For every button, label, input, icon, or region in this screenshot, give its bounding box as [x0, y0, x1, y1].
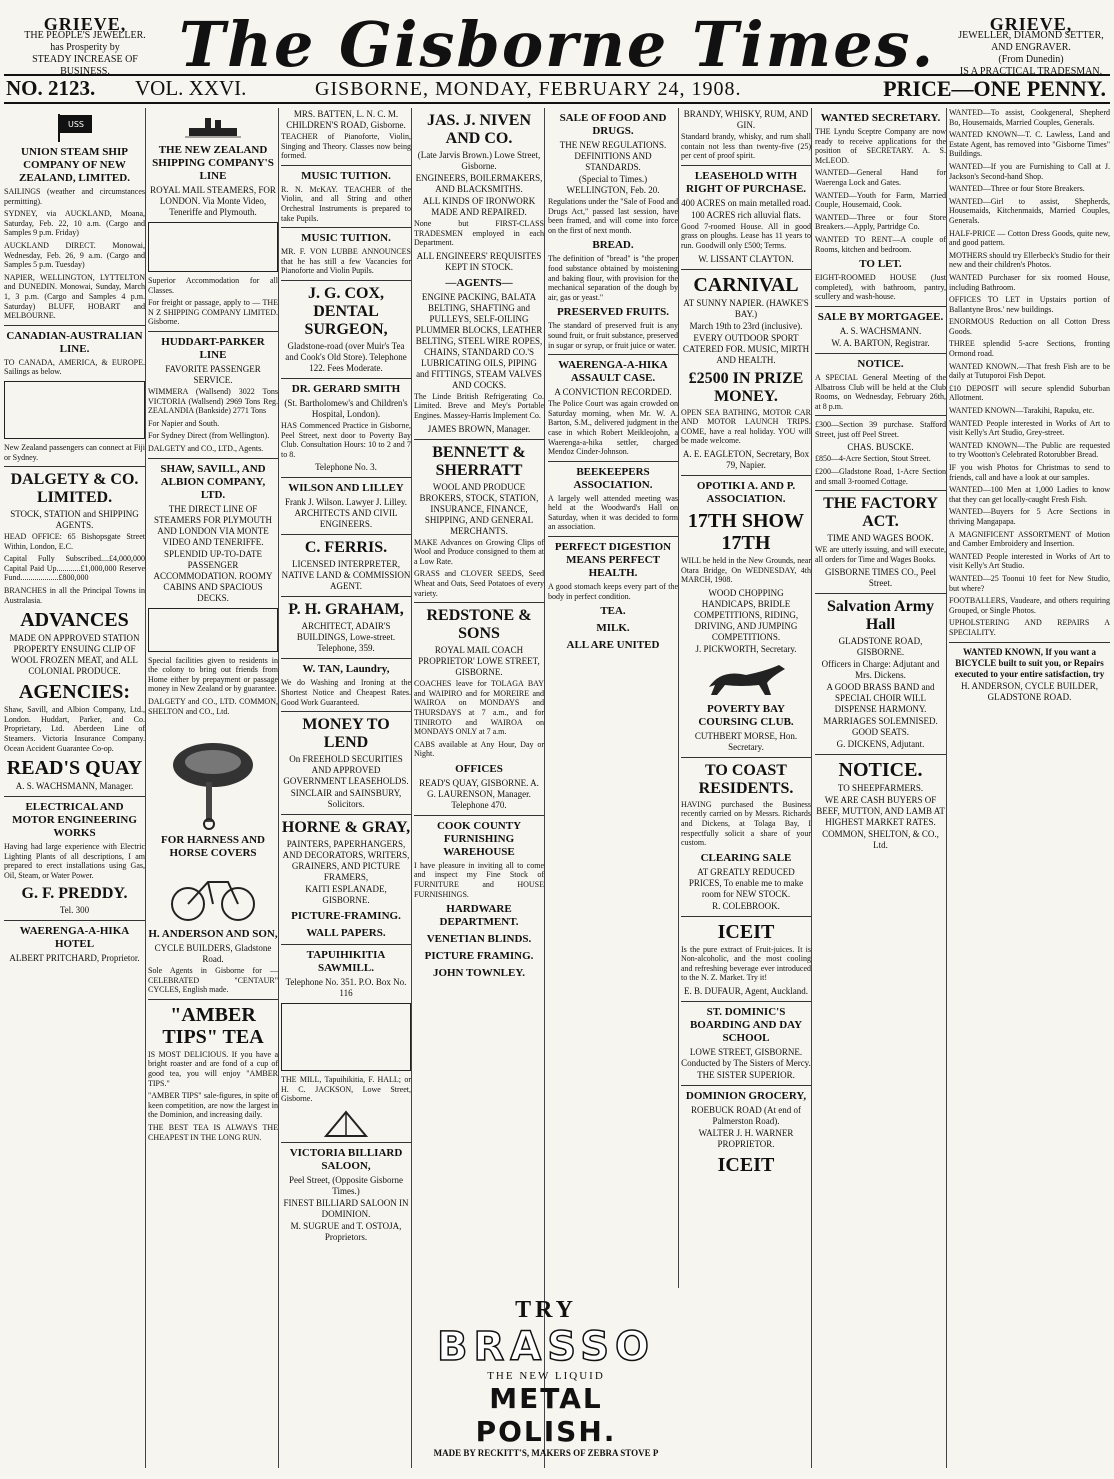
col6-p7: AT SUNNY NAPIER. (HAWKE'S BAY.): [683, 297, 809, 319]
reads-quay-heading: READ'S QUAY: [6, 757, 143, 780]
salvation-army-heading: Salvation Army Hall: [826, 598, 935, 634]
st-dominics-heading: ST. DOMINIC'S BOARDING AND DAY SCHOOL: [689, 1006, 803, 1045]
col3-p17: Telephone No. 351. P.O. Box No. 116: [285, 977, 407, 999]
music-tuition-heading-2: MUSIC TUITION.: [301, 232, 391, 245]
issue-date: GISBORNE, MONDAY, FEBRUARY 24, 1908.: [315, 78, 742, 100]
col8-p25: WANTED KNOWN, If you want a BICYCLE built to suit you, or Repairs executed to your entire satisfaction, try: [954, 646, 1105, 679]
col6-p19: Is the pure extract of Fruit-juices. It is Non-alcoholic, and the most cooling and refreshing beverage ever introduced to the N. Z. Market. Try it!: [681, 944, 811, 983]
col2-p9: THE DIRECT LINE OF STEAMERS FOR PLYMOUTH AND LONDON VIA MONTE VIDEO AND TENERIFFE.: [153, 503, 273, 547]
col4-p15: READ'S QUAY, GISBORNE. A. G. LAURENSON, Manager. Telephone 470.: [419, 777, 539, 810]
column-2: [148, 108, 279, 1468]
col6-p4: 100 ACRES rich alluvial flats.: [691, 209, 801, 220]
col6-p11: A. E. EAGLETON, Secretary, Box 79, Napier.: [682, 448, 810, 470]
col3-p1: MRS. BATTEN, L. N. C. M. CHILDREN'S ROAD, Gisborne.: [286, 109, 406, 130]
col4-p6: ENGINE PACKING, BALATA BELTING, SHAFTING and PULLEYS, SELF-OILING PLUMMER BLOCKS, LEATHER BELTING, STEEL WIRE ROPES, CHAINS, STANDARD CO.'S LUBRICATING OILS, PIPING and FITTINGS, STEAM VALVES AND COCKS.: [415, 291, 543, 390]
dr-smith-heading: DR. GERARD SMITH: [291, 382, 401, 395]
ferris-heading: C. FERRIS.: [304, 539, 388, 557]
column-7: [815, 108, 947, 1468]
col8-p18: WANTED—100 Men at 1,000 Ladies to know that they can get locally-caught Fresh Fish.: [949, 485, 1110, 504]
col1-p5: TO CANADA, AMERICA, & EUROPE. Sailings as below.: [4, 357, 145, 377]
col3-p5: Gladstone-road (over Muir's Tea and Cook's Old Store). Telephone 122. Fees Moderate.: [285, 340, 407, 373]
col6-p23: ROEBUCK ROAD (At end of Palmerston Road).: [691, 1105, 801, 1127]
horne-gray-heading: HORNE & GRAY,: [281, 819, 411, 837]
col2-p2: Superior Accommodation for all Classes.: [148, 276, 278, 295]
col2-p13: CYCLE BUILDERS, Gladstone Road.: [154, 943, 272, 965]
col8-p2: WANTED KNOWN—T. C. Lawless, Land and Estate Agent, has removed into "Gisborne Times" Buildings.: [949, 130, 1110, 159]
brasso-maker: MADE BY RECKITT'S, MAKERS OF ZEBRA STOVE P: [433, 1448, 659, 1458]
graham-heading: P. H. GRAHAM,: [288, 601, 404, 619]
show-heading: 17TH SHOW 17TH: [687, 509, 805, 554]
col5-p2: (Special to Times.) WELLINGTON, Feb. 20.: [566, 174, 660, 195]
sailing-table: [4, 381, 145, 439]
col2-p5: WIMMERA (Wallsend) 3022 Tons VICTORIA (Wallsend) 2969 Tons Reg. ZEALANDIA (Bankside) 2771 Tons: [148, 386, 278, 416]
left-ear-line1: THE PEOPLE'S JEWELLER.: [24, 30, 146, 41]
wall-papers-heading: WALL PAPERS.: [306, 927, 386, 940]
picture-framing-heading-2: PICTURE FRAMING.: [424, 950, 534, 963]
iceit-heading-1: ICEIT: [717, 920, 775, 943]
col7-p10: £300—Section 39 purchase. Stafford Street, just off Peel Street.: [815, 420, 946, 439]
col6-p10: OPEN SEA BATHING, MOTOR CAR AND MOTOR LAUNCH TRIPS. COME, have a real holiday. YOU will be made welcome.: [681, 407, 811, 446]
col2-p15: IS MOST DELICIOUS. If you have a bright roaster and are fond of a cup of good tea, you will enjoy "AMBER TIPS.": [148, 1049, 278, 1088]
col1-p12: Shaw, Savill, and Albion Company, Ltd., London. Huddart, Parker, and Co. Proprietary, Ltd. Aberdeen Line of Steamers. Victoria Insurance Company. Ocean Accident Guarantee Co-op.: [4, 705, 145, 753]
food-drugs-heading: SALE OF FOOD AND DRUGS.: [559, 112, 667, 137]
steamship-icon: [183, 112, 243, 140]
col7-p21: G. DICKENS, Adjutant.: [836, 739, 925, 750]
shaw-savill-table: [148, 608, 278, 652]
bicycle-icon: [168, 864, 258, 924]
volume-number: VOL. XXVI.: [135, 76, 247, 100]
col6-p3: 400 ACRES on main metalled road.: [681, 197, 811, 208]
brasso-tagline: THE NEW LIQUID: [487, 1370, 605, 1382]
col7-p7: A. S. WACHSMANN.: [839, 325, 922, 336]
col7-p13: £200—Gladstone Road, 1-Acre Section and small 3-roomed Cottage.: [815, 467, 946, 486]
col4-p2: ENGINEERS, BOILERMAKERS, AND BLACKSMITHS.: [415, 173, 543, 194]
col2-p6: For Napier and South.: [148, 418, 220, 428]
agencies-heading: AGENCIES:: [18, 681, 131, 704]
col7-p18: Officers in Charge: Adjutant and Mrs. Dickens.: [821, 659, 940, 681]
notice-heading-1: NOTICE.: [857, 357, 904, 370]
col6-p13: WOOD CHOPPING HANDICAPS, BRIDLE COMPETITIONS, RIDING, DRIVING, AND JUMPING COMPETITIONS.: [693, 587, 799, 642]
col7-p11: CHAS. BUSCKE.: [847, 442, 914, 453]
left-ear-name: GRIEVE,: [43, 14, 127, 34]
advances-heading: ADVANCES: [20, 609, 129, 632]
col1-p8: HEAD OFFICE: 65 Bishopsgate Street Within, London, E.C.: [4, 532, 145, 551]
left-ear-line2: has Prosperity by: [50, 42, 120, 53]
victoria-billiard-heading: VICTORIA BILLIARD SALOON,: [289, 1146, 403, 1172]
col2-p1: ROYAL MAIL STEAMERS, FOR LONDON. Via Monte Video, Teneriffe and Plymouth.: [150, 185, 276, 217]
col4-p3: ALL KINDS OF IRONWORK MADE AND REPAIRED.: [422, 196, 536, 217]
col4-p14: CABS available at Any Hour, Day or Night.: [414, 739, 544, 759]
column-8: [949, 108, 1110, 1468]
col4-p11: GRASS and CLOVER SEEDS, Seed Wheat and Oats, Seed Potatoes of every variety.: [414, 569, 544, 598]
col2-p10: SPLENDID UP-TO-DATE PASSENGER ACCOMMODATION. ROOMY CABINS AND SPACIOUS DECKS.: [153, 548, 273, 603]
right-ear-line4: IS A PRACTICAL TRADESMAN.: [959, 66, 1103, 77]
electrical-heading: ELECTRICAL AND MOTOR ENGINEERING WORKS: [12, 801, 137, 840]
masthead-rule-bottom: [4, 102, 1110, 104]
to-let-heading: TO LET.: [859, 258, 902, 271]
col6-p20: E. B. DUFAUR, Agent, Auckland.: [683, 986, 809, 997]
col7-p4: WANTED—Three or four Store Breakers.—Apply, Partridge Co.: [815, 212, 946, 232]
col3-p8: Telephone No. 3.: [315, 462, 377, 473]
wanted-secretary-heading: WANTED SECRETARY.: [820, 112, 941, 124]
issue-price: PRICE—ONE PENNY.: [883, 76, 1106, 101]
col2-p16: "AMBER TIPS" sale-figures, in spite of keen competition, are now the largest in the Dominion, and increasing daily.: [148, 1091, 278, 1120]
col7-p5: WANTED TO RENT—A couple of Rooms, kitchen and bedroom.: [815, 234, 946, 254]
col5-p4: The definition of "bread" is "the proper food substance obtained by moistening and baking flour, with provision for the mechanical separation of the dough by air, gas or yeast.": [548, 254, 678, 302]
union-steam-heading: UNION STEAM SHIP COMPANY OF NEW ZEALAND, LIMITED.: [19, 146, 130, 184]
col8-p14: WANTED KNOWN—Tarakihi, Rapuku, etc.: [949, 406, 1095, 416]
column-5: [548, 108, 679, 1288]
col8-p9: OFFICES TO LET in Upstairs portion of Ballantyne Bros.' new buildings.: [949, 295, 1110, 314]
col6-p5: Good 7-roomed House. All in good grass on ploughs. Lease has 11 years to run. Goodwill only £500; Terms.: [681, 221, 811, 250]
col8-p6: HALF-PRICE — Cotton Dress Goods, quite new, and good pattern.: [949, 228, 1110, 248]
col6-p8: March 19th to 23rd (inclusive).: [689, 320, 803, 331]
brasso-try: TRY: [515, 1297, 577, 1323]
col2-p14: Sole Agents in Gisborne for — CELEBRATED "CENTAUR" CYCLES, English made.: [148, 966, 278, 995]
nz-shipping-table: [148, 222, 278, 272]
col3-p4: MR. F. VON LUBBE ANNOUNCES that he has still a few Vacancies for Pianoforte and Violin Pupils.: [281, 247, 411, 276]
harness-heading: FOR HARNESS AND HORSE COVERS: [161, 834, 265, 860]
col8-p10: ENORMOUS Reduction on all Cotton Dress Goods.: [949, 317, 1110, 336]
col8-p15: WANTED People interested in Works of Art to visit Kelly's Art Studio, Grey-street.: [949, 418, 1110, 438]
col8-p4: WANTED—Three or four Store Breakers.: [949, 184, 1085, 194]
col7-p1: THE Lyndu Sceptre Company are now ready to receive applications for the position of SECRETARY. A. S. McLEOD.: [815, 127, 946, 165]
townley-heading: JOHN TOWNLEY.: [432, 967, 526, 980]
col1-p13: A. S. WACHSMANN, Manager.: [15, 781, 134, 792]
col6-p6: W. LISSANT CLAYTON.: [698, 253, 794, 264]
col7-p24: COMMON, SHELTON, & CO., Ltd.: [822, 829, 939, 851]
niven-heading: JAS. J. NIVEN AND CO.: [426, 112, 531, 147]
col8-p26: H. ANDERSON, CYCLE BUILDER, GLADSTONE ROAD.: [960, 680, 1098, 702]
col4-p16: I have pleasure in inviting all to come and inspect my Fine Stock of FURNITURE and HOUSE FURNISHINGS.: [414, 860, 544, 899]
col2-p7: For Sydney Direct (from Wellington).: [148, 431, 270, 441]
col1-p1: SAILINGS (weather and circumstances permitting).: [4, 187, 145, 206]
col3-p6: (St. Bartholomew's and Children's Hospital, London).: [284, 397, 408, 419]
beekeepers-heading: BEEKEEPERS ASSOCIATION.: [573, 465, 653, 491]
wilson-lilley-heading: WILSON AND LILLEY: [288, 482, 404, 495]
shaw-savill-heading: SHAW, SAVILL, AND ALBION COMPANY, LTD.: [160, 462, 266, 501]
col3-p16: KAITI ESPLANADE, GISBORNE.: [305, 884, 387, 906]
col4-p1: (Late Jarvis Brown.) Lowe Street, Gisborne.: [417, 150, 541, 171]
col6-p17: AT GREATLY REDUCED PRICES, To enable me to make room for NEW STOCK.: [688, 866, 804, 899]
col8-p13: £10 DEPOSIT will secure splendid Suburban Allotment.: [949, 383, 1110, 403]
col6-p21: LOWE STREET, GISBORNE. Conducted by The Sisters of Mercy.: [681, 1047, 811, 1069]
leasehold-heading: LEASEHOLD WITH RIGHT OF PURCHASE.: [685, 169, 807, 195]
col5-p5: The standard of preserved fruit is any sound fruit, or fruit substance, preserved in sugar or syrup, or fruit juice or water.: [548, 321, 678, 350]
assault-case-heading: WAERENGA-A-HIKA ASSAULT CASE.: [558, 359, 668, 385]
column-1: [4, 108, 146, 1468]
coursing-club-heading: POVERTY BAY COURSING CLUB.: [698, 702, 794, 728]
col7-p16: GISBORNE TIMES CO., Peel Street.: [824, 567, 937, 589]
right-ear-name: GRIEVE,: [989, 14, 1073, 34]
col1-p11: MADE ON APPROVED STATION PROPERTY ENSUING CLIP OF WOOL FROZEN MEAT, and ALL COLONIAL PRODUCE.: [9, 633, 140, 677]
col2-p12: DALGETY and CO., LTD. COMMON, SHELTON and CO., Ltd.: [148, 696, 278, 716]
col2-p17: THE BEST TEA IS ALWAYS THE CHEAPEST IN THE LONG RUN.: [148, 1123, 278, 1142]
col7-p14: TIME AND WAGES BOOK.: [827, 533, 934, 544]
dominion-grocery-heading: DOMINION GROCERY,: [685, 1090, 807, 1103]
col3-p7: HAS Commenced Practice in Gisborne, Peel Street, next door to Poverty Bay Club. Consultation Hours: 10 to 2 and 7 to 8.: [281, 420, 411, 459]
iceit-heading-2: ICEIT: [717, 1154, 775, 1177]
col3-p20: FINEST BILLIARD SALOON IN DOMINION.: [283, 1197, 409, 1219]
col6-p2: Standard brandy, whisky, and rum shall contain not less than twenty-five (25) per cent of proof spirit.: [681, 132, 811, 161]
notice-heading-2: NOTICE.: [838, 759, 923, 782]
col2-p8: DALGETY and CO., LTD., Agents.: [148, 443, 264, 453]
col5-p8: A good stomach keeps every part of the body in perfect condition.: [548, 582, 678, 601]
col1-p15: Tel. 300: [59, 904, 90, 915]
col1-p16: ALBERT PRITCHARD, Proprietor.: [9, 952, 140, 963]
col3-p2: TEACHER of Pianoforte, Violin, Singing and Theory. Classes now being formed.: [281, 132, 411, 161]
preserved-fruits-heading: PRESERVED FRUITS.: [556, 306, 670, 319]
offices-heading: OFFICES: [455, 762, 503, 775]
brade-mark-icon: [316, 1108, 376, 1138]
clearing-sale-heading: CLEARING SALE: [700, 851, 792, 864]
prize-money-heading: £2500 IN PRIZE MONEY.: [688, 369, 804, 405]
col6-p15: CUTHBERT MORSE, Hon. Secretary.: [694, 730, 798, 752]
dalgety-heading: DALGETY & CO. LIMITED.: [10, 471, 139, 507]
coast-residents-heading: TO COAST RESIDENTS.: [698, 761, 794, 797]
preddy-heading: G. F. PREDDY.: [21, 884, 128, 902]
col8-p24: UPHOLSTERING AND REPAIRS A SPECIALITY.: [949, 618, 1110, 637]
col2-p4: FAVORITE PASSENGER SERVICE.: [165, 363, 261, 385]
dateline: [0, 74, 1114, 102]
col7-p6: EIGHT-ROOMED HOUSE (Just completed), with bathroom, pantry, scullery and wash-house.: [815, 273, 946, 302]
hardware-heading: HARDWARE DEPARTMENT.: [439, 903, 519, 929]
col8-p21: WANTED People interested in Works of Art to visit Kelly's Art Studio.: [949, 551, 1110, 571]
col2-p3: For freight or passage, apply to — THE N Z SHIPPING COMPANY LIMITED. Gisborne.: [148, 298, 278, 327]
col8-p16: WANTED KNOWN—The Public are requested to try Wootton's Celebrated Rotorubber Bread.: [949, 440, 1110, 460]
col4-p13: COACHES leave for TOLAGA BAY and WAIPIRO and for MOREIRE and WAIROA on MONDAYS and THURSDAYS at 7 a.m., and for TINIROTO and WAIROA on MONDAYS ONLY at 7 a.m.: [414, 679, 544, 737]
col7-p12: £850—4-Acre Section, Stout Street.: [815, 454, 931, 464]
factory-act-heading: THE FACTORY ACT.: [823, 495, 938, 531]
col6-p24: WALTER J. H. WARNER PROPRIETOR.: [698, 1128, 794, 1150]
sawmill-price-list: [281, 1003, 411, 1071]
col8-p1: WANTED—To assist, Cookgeneral, Shepherd Bo, Housemaids, Married Couples, Generals.: [949, 108, 1110, 127]
col7-p3: WANTED—Youth for Farm, Married Couple, Housemaid, Cook.: [815, 190, 946, 210]
brasso-ad: [414, 1297, 678, 1458]
col7-p19: A GOOD BRASS BAND and SPECIAL CHOIR WILL DISPENSE HARMONY.: [826, 682, 935, 715]
col4-p7: The Linde British Refrigerating Co. Limited. Breve and Mey's Portable Engines. Massey-Harris Implement Co.: [414, 391, 544, 420]
col5-p1: THE NEW REGULATIONS. DEFINITIONS AND STANDARDS.: [559, 140, 667, 172]
col8-p20: A MAGNIFICENT ASSORTMENT of Motion and Camber Embroidery and Insertion.: [949, 529, 1110, 549]
col3-p18: THE MILL, Tapuihikitia, F. HALL; or H. C. JACKSON, Lowe Street, Gisborne.: [281, 1075, 411, 1104]
col3-p3: R. N. McKAY. TEACHER of the Violin, and all String and other Orchestral Instruments is prepared to take Pupils.: [281, 184, 411, 223]
anderson-cycles-heading: H. ANDERSON AND SON,: [148, 928, 278, 941]
col1-p4: NAPIER, WELLINGTON, LYTTELTON and DUNEDIN. Monowai, Sunday, March 1, 3 p.m. (Cargo and Samples 4 p.m. Saturday) BLUFF, HOBART and MELBOURNE.: [4, 272, 145, 321]
col3-p10: LICENSED INTERPRETER, NATIVE LAND & COMMISSION AGENT.: [281, 559, 411, 592]
col8-p11: THREE splendid 5-acre Sections, fronting Ormond road.: [949, 339, 1110, 359]
venetian-blinds-heading: VENETIAN BLINDS.: [426, 933, 532, 946]
col6-p22: THE SISTER SUPERIOR.: [697, 1070, 795, 1081]
col7-p8: W. A. BARTON, Registrar.: [831, 337, 930, 348]
right-ear-line1: JEWELLER, DIAMOND SETTER,: [958, 30, 1104, 41]
column-3: [281, 108, 412, 1468]
col5-p7: A largely well attended meeting was held at the Woodward's Hall on Saturday, when it was decided to form an association.: [548, 493, 678, 532]
col7-p20: MARRIAGES SOLEMNISED. GOOD SEATS.: [823, 716, 938, 738]
all-united-heading: ALL ARE UNITED: [566, 639, 660, 652]
huddart-parker-heading: HUDDART-PARKER LINE: [161, 335, 265, 361]
col7-p23: WE ARE CASH BUYERS OF BEEF, MUTTON, AND LAMB AT HIGHEST MARKET RATES.: [816, 795, 945, 828]
canadian-australian-heading: CANADIAN-AUSTRALIAN LINE.: [6, 329, 143, 355]
col1-p2: SYDNEY, via AUCKLAND, Moana, Saturday, Feb. 22, 10 a.m. (Cargo and Samples 9 p.m. Friday): [4, 209, 145, 238]
col3-p12: We do Washing and Ironing at the Shortest Notice and Cheapest Rates. Good Work Guaranteed.: [281, 678, 411, 707]
col6-p14: J. PICKWORTH, Secretary.: [695, 643, 797, 654]
col8-p19: WANTED—Buyers for 5 Acre Sections in thriving Mangapapa.: [949, 507, 1110, 526]
conviction-subheading: A CONVICTION RECORDED.: [554, 387, 672, 398]
col1-p3: AUCKLAND DIRECT. Monowai, Wednesday, Feb. 26, 9 a.m. (Cargo and Samples 5 p.m. Tuesday): [4, 240, 145, 270]
col4-p10: MAKE Advances on Growing Clips of Wool and Produce consigned to them at a Low Rate.: [414, 537, 544, 566]
col8-p22: WANTED—25 Toonui 10 feet for New Studio, but where?: [949, 573, 1110, 593]
col7-p9: A SPECIAL General Meeting of the Albatross Club will be held at the Club Rooms, on Wednesday, February 26th, at 8 p.m.: [815, 372, 946, 411]
greyhound-icon: [701, 659, 791, 699]
col5-p3: Regulations under the "Sale of Food and Drugs Act," passed last session, have been framed, and will come into force on the first of next month.: [548, 197, 678, 235]
sawmill-heading: TAPUIHIKITIA SAWMILL.: [306, 949, 386, 975]
digestion-heading: PERFECT DIGESTION MEANS PERFECT HEALTH.: [554, 541, 672, 580]
col6-p18: R. COLEBROOK.: [712, 900, 780, 911]
music-tuition-heading-1: MUSIC TUITION.: [301, 169, 391, 182]
col4-p4: None but FIRST-CLASS TRADESMEN employed in each Department.: [414, 219, 544, 248]
nz-shipping-heading: THE NEW ZEALAND SHIPPING COMPANY'S LINE: [152, 144, 274, 182]
bennett-sherratt-heading: BENNETT & SHERRATT: [432, 443, 526, 479]
col1-p7: STOCK, STATION and SHIPPING AGENTS.: [10, 509, 139, 531]
svg-text:USS: USS: [67, 120, 84, 129]
col1-p6: New Zealand passengers can connect at Fiji or Sydney.: [4, 442, 145, 462]
col8-p7: MOTHERS should try Ellerbeck's Studio for their new and their children's Photos.: [949, 250, 1110, 270]
col3-p15: PAINTERS, PAPERHANGERS, AND DECORATORS, WRITERS, GRAINERS, AND PICTURE FRAMERS,: [282, 839, 410, 883]
saddle-illustration-icon: [158, 720, 268, 830]
redstone-heading: REDSTONE & SONS: [426, 607, 532, 643]
waerenga-hotel-heading: WAERENGA-A-HIKA HOTEL: [19, 924, 130, 950]
col8-p8: WANTED Purchaser for six roomed House, including Bathroom.: [949, 272, 1110, 292]
col2-p11: Special facilities given to residents in the colony to bring out friends from Home either by prepayment or passage money in New Zealand or by guarantee.: [148, 655, 278, 694]
opotiki-heading: OPOTIKI A. AND P. ASSOCIATION.: [696, 479, 796, 505]
col7-p15: WE are utterly issuing, and will execute, all orders for Time and Wages Books.: [815, 545, 946, 564]
col8-p23: FOOTBALLERS, Vaudeare, and others requiring Grouped, or Single Photos.: [949, 596, 1110, 615]
picture-framing-heading: PICTURE-FRAMING.: [291, 910, 401, 923]
newspaper-title: The Gisborne Times.: [178, 8, 936, 81]
col7-p22: TO SHEEPFARMERS.: [837, 783, 924, 794]
col3-p11: ARCHITECT, ADAIR'S BUILDINGS, Lowe-street. Telephone, 359.: [296, 621, 396, 654]
column-4: [414, 108, 545, 1468]
col8-p12: WANTED KNOWN.—That fresh Fish are to be daily at Tutuporoi Fish Depot.: [949, 361, 1110, 381]
column-6: [681, 108, 812, 1468]
right-ear-ad: [956, 14, 1106, 78]
laundry-heading: W. TAN, Laundry,: [302, 663, 390, 676]
col6-p1: BRANDY, WHISKY, RUM, AND GIN.: [683, 109, 809, 130]
col3-p9: Frank J. Wilson. Lawyer J. Lilley. ARCHITECTS AND CIVIL ENGINEERS.: [284, 497, 408, 530]
brasso-metal-polish: METAL POLISH.: [475, 1382, 617, 1448]
col4-p12: ROYAL MAIL COACH PROPRIETOR' LOWE STREET, GISBORNE.: [418, 645, 540, 678]
agents-heading: —AGENTS—: [445, 276, 513, 289]
col4-p8: JAMES BROWN, Manager.: [427, 423, 531, 434]
amber-tips-heading: "AMBER TIPS" TEA: [162, 1003, 264, 1048]
col7-p2: WANTED—General Hand for Waerenga Lock and Gates.: [815, 168, 946, 187]
col6-p9: EVERY OUTDOOR SPORT CATERED FOR. MUSIC, MIRTH AND HEALTH.: [682, 332, 810, 365]
tea-heading: TEA.: [600, 605, 626, 618]
col4-p5: ALL ENGINEERS' REQUISITES KEPT IN STOCK.: [416, 250, 542, 272]
left-ear-ad: [10, 14, 160, 78]
col7-p17: GLADSTONE ROAD, GISBORNE.: [838, 636, 923, 658]
brasso-brand: BRASSO: [436, 1324, 656, 1370]
right-ear-line2: AND ENGRAVER.: [991, 42, 1071, 53]
col6-p16: HAVING purchased the Business recently carried on by Messrs. Richards and Dickens, at Tolaga Bay, I respectfully solicit a share of your custom.: [681, 799, 811, 848]
col1-p14: Having had large experience with Electric Lighting Plants of all descriptions, I am prepared to erect installations using Gas, Oil, Steam, or Water Power.: [4, 842, 145, 880]
milk-heading: MILK.: [596, 622, 630, 635]
right-ear-line3: (From Dunedin): [998, 54, 1064, 65]
bread-heading: BREAD.: [592, 239, 634, 252]
col8-p17: IF you wish Photos for Christmas to send to friends, call and have a look at our samples.: [949, 463, 1110, 482]
shipping-flag-icon: [55, 112, 95, 142]
cook-county-heading: COOK COUNTY FURNISHING WAREHOUSE: [436, 819, 522, 858]
masthead: [0, 0, 1114, 100]
col3-p13: On FREEHOLD SECURITIES AND APPROVED GOVERNMENT LEASEHOLDS.: [283, 754, 409, 787]
col3-p19: Peel Street, (Opposite Gisborne Times.): [289, 1174, 403, 1196]
col6-p12: WILL be held in the New Grounds, near Otara Bridge, On WEDNESDAY, 4th MARCH, 1908.: [681, 555, 811, 585]
col1-p9: Capital Fully Subscribed....£4,000,000 Capital Paid Up............£1,000,000 Reserve Fund...................£800,000: [4, 554, 145, 583]
mortgagee-sale-heading: SALE BY MORTGAGEE.: [817, 310, 944, 323]
carnival-heading: CARNIVAL: [693, 273, 799, 296]
cox-dentist-heading: J. G. COX, DENTAL SURGEON,: [304, 284, 388, 338]
col1-p10: BRANCHES in all the Principal Towns in Australasia.: [4, 586, 145, 605]
col5-p6: The Police Court was again crowded on Saturday morning, when Mr. W. A. Barton, S.M., delivered judgment in the case in which Robert Meikleojohn, a Waerenga-a-hika settler, charged Mendoz Cinder-Johnson.: [548, 399, 678, 457]
col3-p14: SINCLAIR and SAINSBURY, Solicitors.: [290, 788, 402, 810]
left-ear-line3: STEADY INCREASE OF BUSINESS.: [32, 54, 138, 77]
issue-number: NO. 2123.: [6, 76, 96, 100]
money-lend-heading: MONEY TO LEND: [302, 716, 390, 752]
col4-p9: WOOL AND PRODUCE BROKERS, STOCK, STATION, INSURANCE, FINANCE, SHIPPING, AND GENERAL MERCHANTS.: [419, 481, 539, 536]
col8-p5: WANTED—Girl to assist, Shepherds, Housemaids, Kitchenmaids, Married Couples, Generals.: [949, 196, 1110, 225]
col8-p3: WANTED—If you are Furnishing to Call at J. Jackson's Second-hand Shop.: [949, 161, 1110, 181]
col3-p21: M. SUGRUE and T. OSTOJA, Proprietors.: [290, 1220, 402, 1242]
